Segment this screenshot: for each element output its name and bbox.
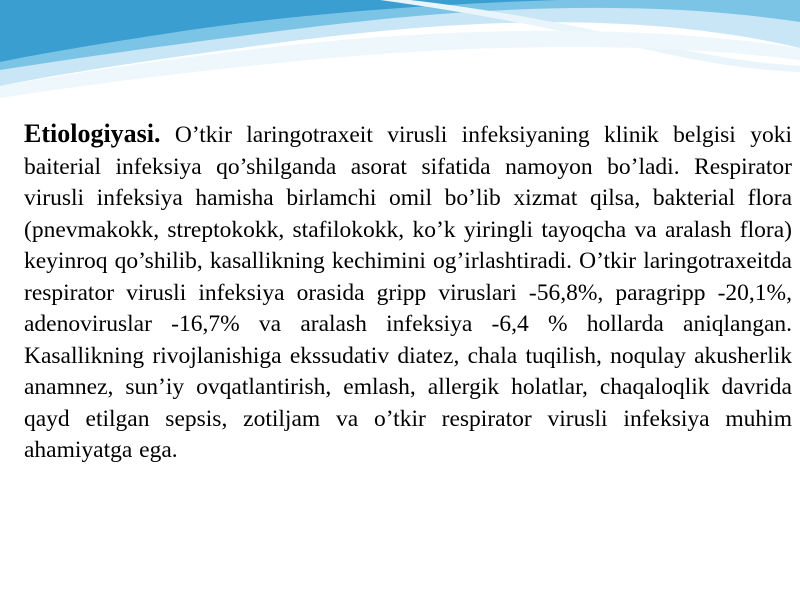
etiology-text: O’tkir laringotraxeit virusli infeksiyaning klinik belgisi yoki baiterial infeksiya qo’shilganda asorat sifatida namoyon bo’ladi. Respirator virusli infeksiya hamisha birlamchi omil bo’lib xizmat qilsa, bakterial flora (pnevmakokk, streptokokk, stafilokokk, ko’k yiringli tayoqcha va aralash flora) keyinroq qo’shilib, kasallikning kechimini og’irlashtiradi. O’tkir laringotraxeitda respirator virusli infeksiya orasida gripp viruslari -56,8%, paragripp -20,1%, adenoviruslar -16,7% va aralash infeksiya -6,4 % hollarda aniqlangan. Kasallikning rivojlanishiga ekssudativ diatez, chala tuqilish, noqulay akusherlik anamnez, sun’iy ovqatlantirish, emlash, allergik holatlar, chaqaloqlik davrida qayd etilgan sepsis, zotiljam va o’tkir respirator virusli infeksiya muhim ahamiyatga ega. bbox=[24, 122, 792, 463]
header-wave-decoration bbox=[0, 0, 800, 110]
section-heading: Etiologiyasi. bbox=[24, 119, 161, 148]
slide-body-paragraph bbox=[24, 118, 792, 467]
